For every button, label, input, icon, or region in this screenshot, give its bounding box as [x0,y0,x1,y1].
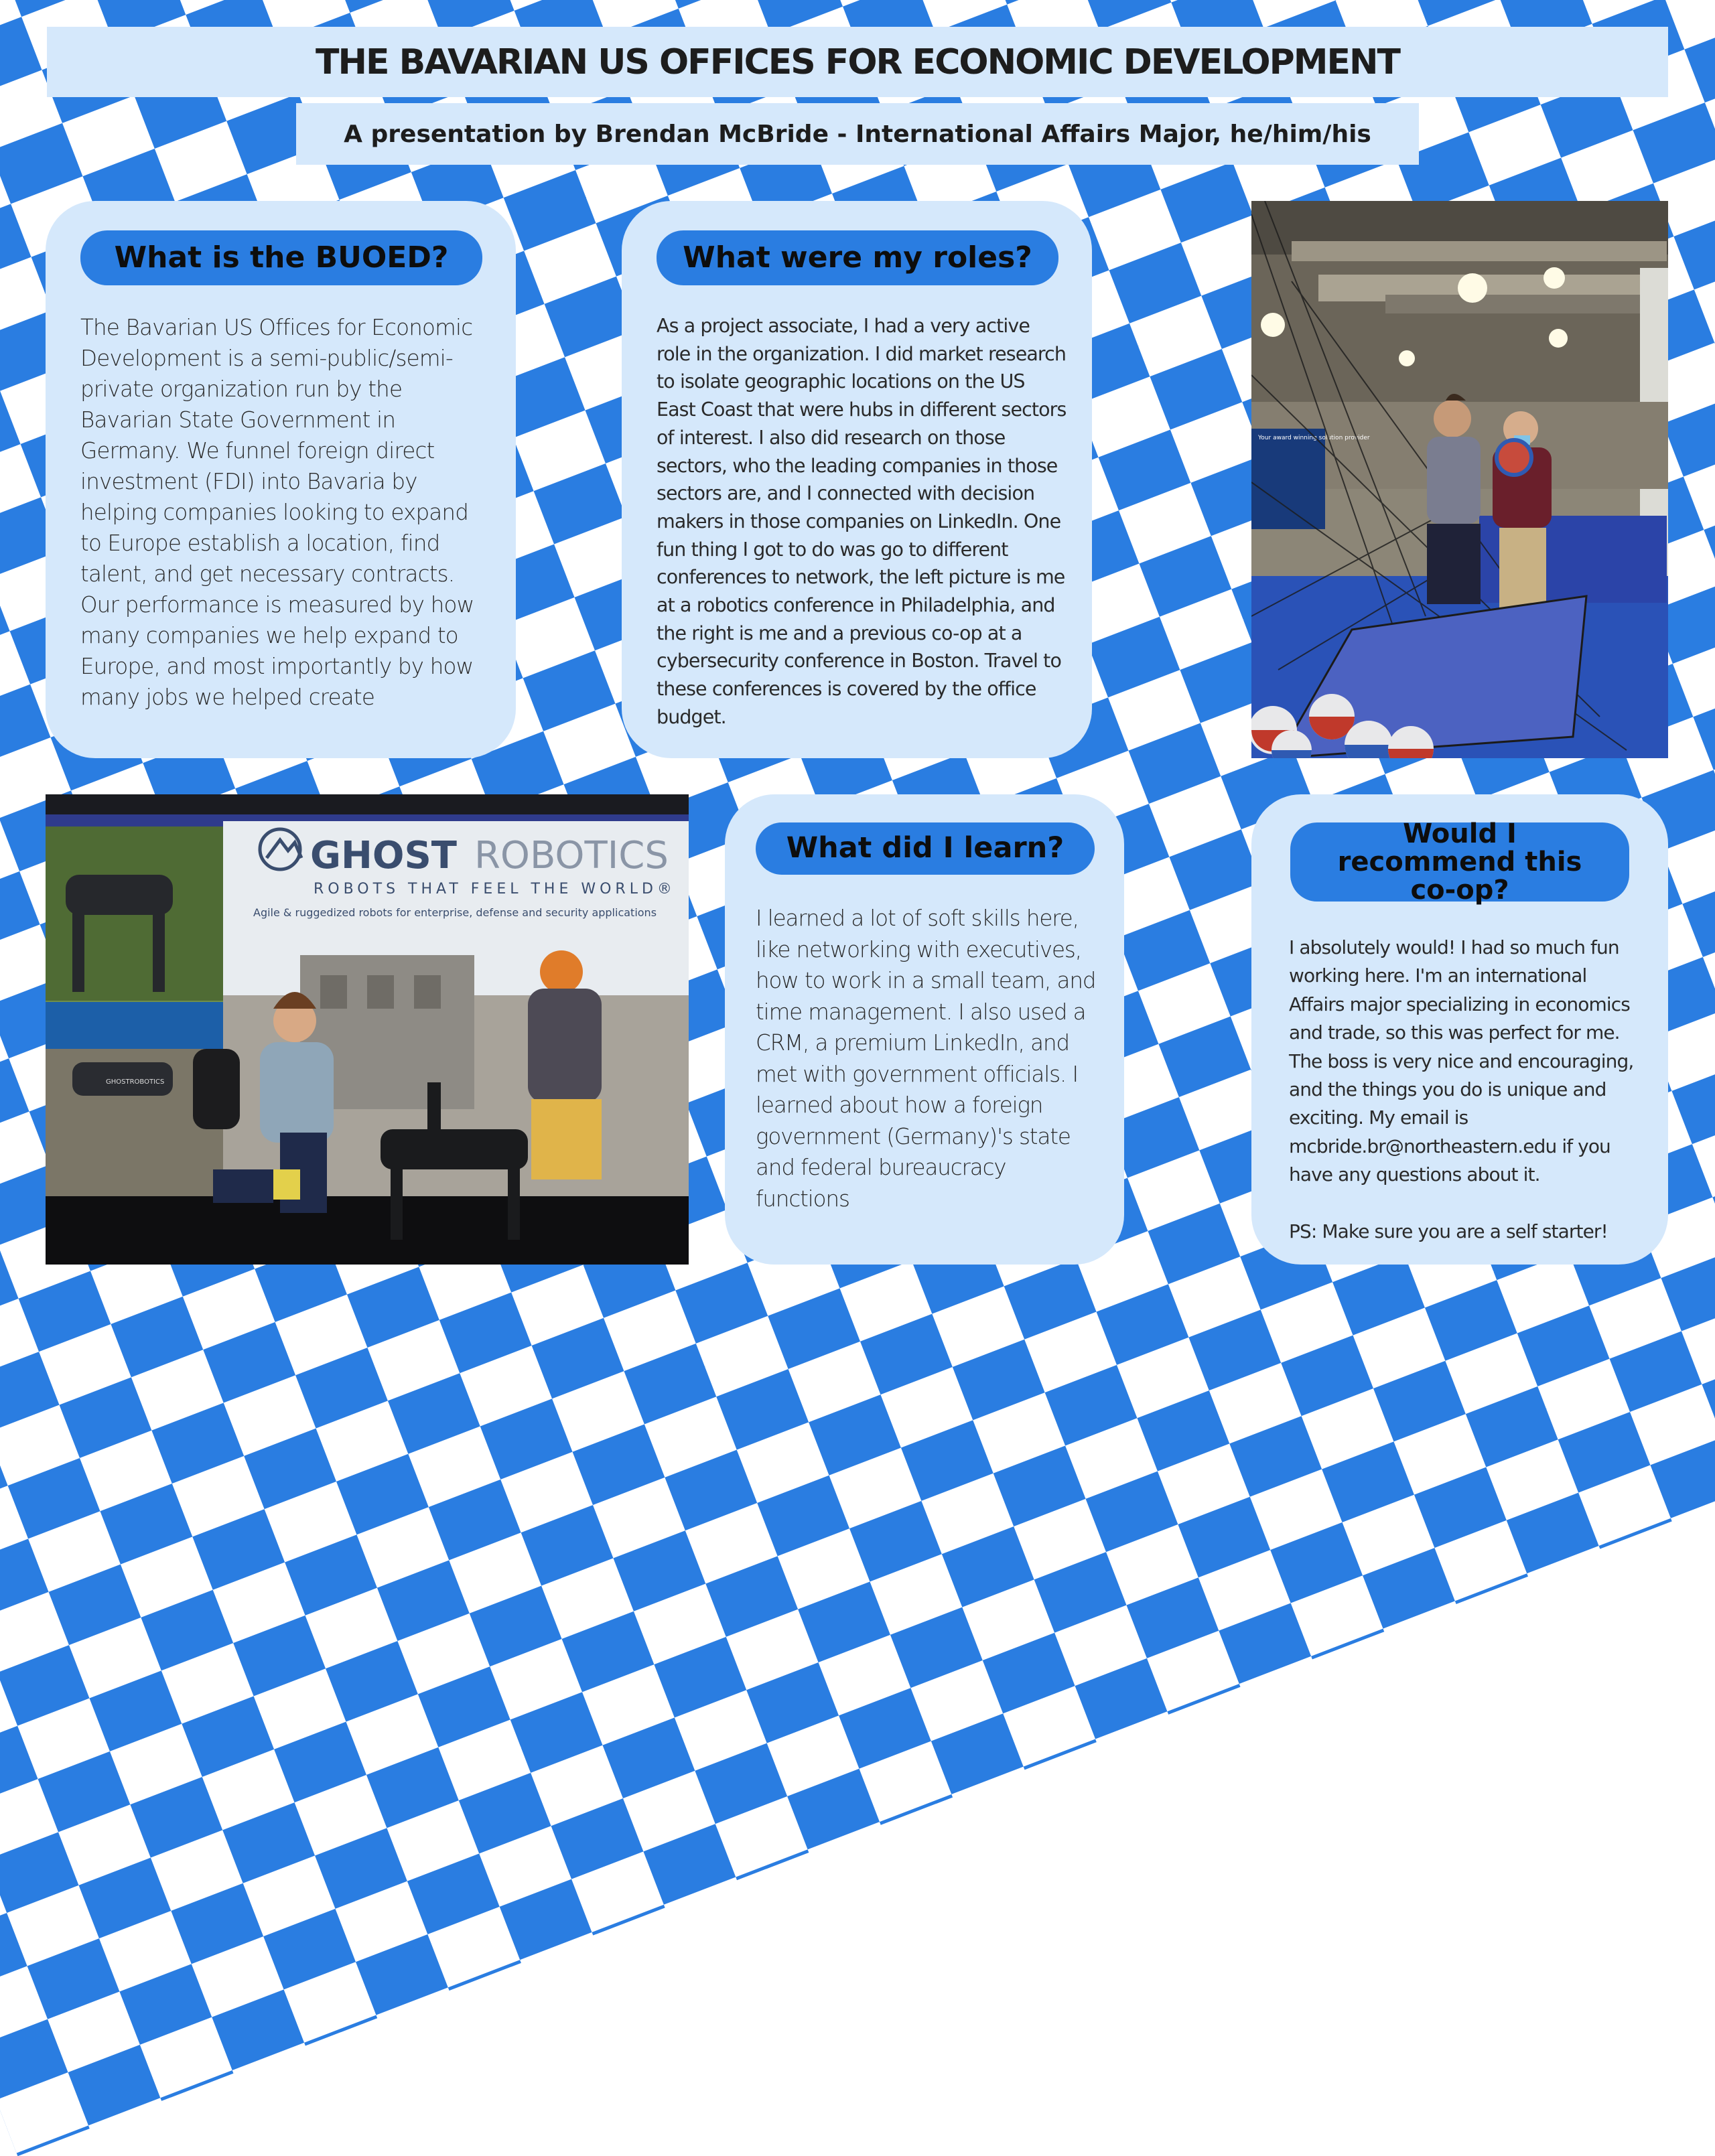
subtitle-banner [296,103,1419,165]
poster-subtitle: A presentation by Brendan McBride - International Affairs Major, he/him/his [344,120,1371,148]
robotics-photo [46,794,689,1265]
recommend-ps: PS: Make sure you are a self starter! [1289,1220,1608,1242]
roles-heading: What were my roles? [657,230,1058,285]
learn-body: I learned a lot of soft skills here, like networking with executives, how to work in a small team, and time management. I also used a CRM, a premium LinkedIn, and met with government officials. I learned about how a foreign government (Germany)'s state and federal bureaucracy functions [756,906,1096,1212]
robotics-photo-illustration [46,794,689,1265]
roles-body: As a project associate, I had a very active role in the organization. I did market research to isolate geographic locations on the US East Coast that were hubs in different sectors of interest. I also did research on those sectors, who the leading companies in those sectors are, and I connected with decision makers in those companies on LinkedIn. One fun thing I got to do was go to different conferences to network, the left picture is me at a robotics conference in Philadelphia, and the right is me and a previous co-op at a cybersecurity conference in Boston. Travel to these conferences is covered by the office budget. [657,315,1067,728]
buoed-body: The Bavarian US Offices for Economic Development is a semi-public/semi-private organization run by the Bavarian State Government in Germany. We funnel foreign direct investment (FDI) into Bavaria by helping companies looking to expand to Europe establish a location, find talent, and get necessary contracts. Our performance is measured by how many companies we help expand to Europe, and most importantly by how many jobs we helped create [80,315,474,710]
svg-text:GHOSTROBOTICS: GHOSTROBOTICS [106,1078,165,1086]
banner-caption: Agile & ruggedized robots for enterprise, defense and security applications [253,906,657,919]
logo-brand-second: ROBOTICS [474,834,669,877]
learn-heading: What did I learn? [756,822,1095,875]
learn-card [725,794,1124,1265]
roles-card [622,201,1092,758]
logo-tagline: ROBOTS THAT FEEL THE WORLD® [314,881,676,897]
booth-sign-text: Your award winning solution provider [1258,435,1370,441]
conference-photo-illustration [1251,201,1668,758]
logo-brand-first: GHOST [310,834,457,877]
poster-title: THE BAVARIAN US OFFICES FOR ECONOMIC DEVELOPMENT [316,42,1399,82]
title-banner [47,27,1668,97]
buoed-card [46,201,516,758]
buoed-heading: What is the BUOED? [80,230,482,285]
recommend-heading: Would I recommend this co-op? [1290,822,1629,902]
recommend-card [1251,794,1668,1265]
recommend-body: I absolutely would! I had so much fun working here. I'm an international Affairs major specializing in economics and trade, so this was perfect for me. The boss is very nice and encouraging, and the things you do is unique and exciting. My email is mcbride.br@northeastern.edu if you have any questions about it. [1289,936,1634,1186]
conference-photo [1251,201,1668,758]
